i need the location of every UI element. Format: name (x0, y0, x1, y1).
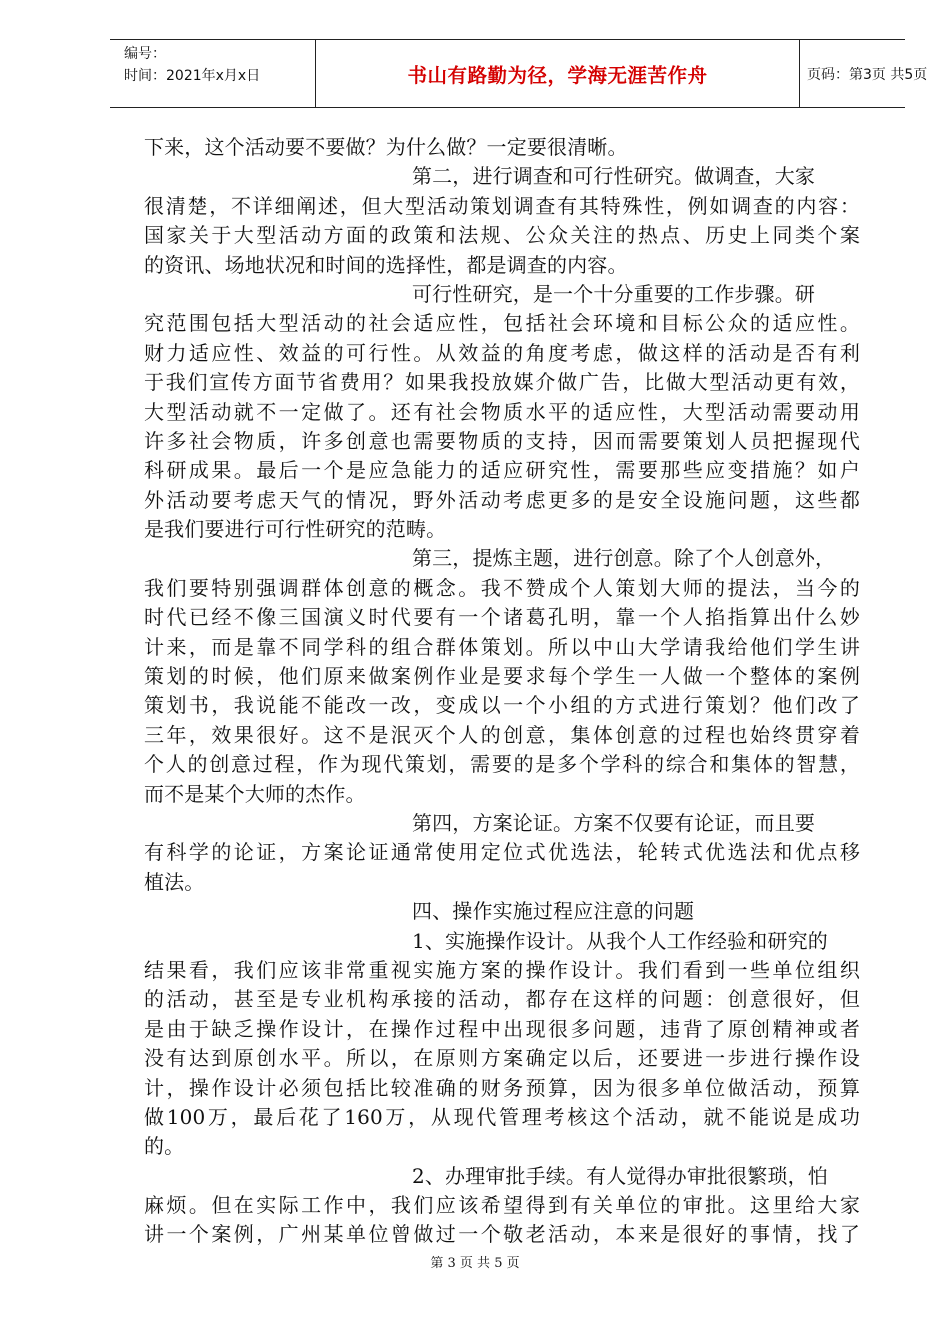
document-body (144, 133, 860, 1250)
header-meta (110, 40, 315, 107)
text-line: 计来，而是靠不同学科的组合群体策划。所以中山大学请我给他们学生讲 (144, 634, 860, 659)
text-line: 结果看，我们应该非常重视实施方案的操作设计。我们看到一些单位组织 (144, 957, 860, 982)
text-line: 下来，这个活动要不要做？为什么做？一定要很清晰。 (144, 135, 628, 159)
text-line: 麻烦。但在实际工作中，我们应该希望得到有关单位的审批。这里给大家 (144, 1193, 860, 1218)
text-line: 国家关于大型活动方面的政策和法规、公众关注的热点、历史上同类个案 (144, 223, 860, 248)
text-line: 三年，效果很好。这不是泯灭个人的创意，集体创意的过程也始终贯穿着 (144, 722, 860, 747)
text-line: 科研成果。最后一个是应急能力的适应研究性，需要那些应变措施？如户 (144, 458, 860, 483)
text-line: 做100万，最后花了160万，从现代管理考核这个活动，就不能说是成功 (144, 1104, 860, 1129)
document-time-label: 时间：2021年x月x日 (124, 68, 261, 84)
text-line: 植法。 (144, 869, 205, 894)
text-line: 策划书，我说能不能改一改，变成以一个小组的方式进行策划？他们改了 (144, 693, 860, 718)
text-line: 讲一个案例，广州某单位曾做过一个敬老活动，本来是很好的事情，找了 (144, 1222, 860, 1247)
text-line: 策划的时候，他们原来做案例作业是要求每个学生一人做一个整体的案例 (144, 664, 860, 689)
header-page-cell (800, 40, 928, 107)
paragraph-first-line: 1、实施操作设计。从我个人工作经验和研究的 (412, 928, 828, 953)
text-line: 很清楚，不详细阐述，但大型活动策划调查有其特殊性，例如调查的内容： (144, 193, 860, 218)
text-line: 个人的创意过程，作为现代策划，需要的是多个学科的综合和集体的智慧， (144, 752, 860, 777)
paragraph-first-line: 四、操作实施过程应注意的问题 (412, 899, 695, 924)
header-page-info: 页码：第3页 共5页 (807, 66, 928, 83)
paragraph-first-line: 第三，提炼主题，进行创意。除了个人创意外， (412, 546, 836, 571)
text-line: 而不是某个大师的杰作。 (144, 781, 366, 806)
header-motto-cell (315, 40, 800, 107)
paragraph-first-line: 第四，方案论证。方案不仅要有论证，而且要 (412, 810, 815, 835)
text-line: 的活动，甚至是专业机构承接的活动，都存在这样的问题：创意很好，但 (144, 987, 860, 1012)
page-footer (0, 1252, 950, 1271)
document-number-label: 编号： (124, 46, 166, 62)
paragraph-first-line: 可行性研究，是一个十分重要的工作步骤。研 (412, 281, 815, 306)
footer-page-number: 第 3 页 共 5 页 (430, 1256, 520, 1271)
text-line: 时代已经不像三国演义时代要有一个诸葛孔明，靠一个人掐指算出什么妙 (144, 605, 860, 630)
text-line: 的。 (144, 1134, 185, 1159)
text-line: 的资讯、场地状况和时间的选择性，都是调查的内容。 (144, 252, 628, 277)
header-motto: 书山有路勤为径，学海无涯苦作舟 (407, 63, 708, 87)
text-line: 于我们宣传方面节省费用？如果我投放媒介做广告，比做大型活动更有效， (144, 370, 860, 395)
text-line: 外活动要考虑天气的情况，野外活动考虑更多的是安全设施问题，这些都 (144, 487, 860, 512)
text-line: 没有达到原创水平。所以，在原则方案确定以后，还要进一步进行操作设 (144, 1046, 860, 1071)
text-line: 大型活动就不一定做了。还有社会物质水平的适应性，大型活动需要动用 (144, 399, 860, 424)
text-line: 是由于缺乏操作设计，在操作过程中出现很多问题，违背了原创精神或者 (144, 1016, 860, 1041)
text-line: 有科学的论证，方案论证通常使用定位式优选法，轮转式优选法和优点移 (144, 840, 860, 865)
text-line: 财力适应性、效益的可行性。从效益的角度考虑，做这样的活动是否有利 (144, 340, 860, 365)
paragraph-first-line: 第二，进行调查和可行性研究。做调查，大家 (412, 164, 815, 189)
text-line: 是我们要进行可行性研究的范畴。 (144, 517, 447, 542)
page-header (110, 39, 928, 108)
paragraph-first-line: 2、办理审批手续。有人觉得办审批很繁琐，怕 (412, 1163, 828, 1188)
text-line: 究范围包括大型活动的社会适应性，包括社会环境和目标公众的适应性。 (144, 311, 860, 336)
text-line: 我们要特别强调群体创意的概念。我不赞成个人策划大师的提法，当今的 (144, 575, 860, 600)
text-line: 计，操作设计必须包括比较准确的财务预算，因为很多单位做活动，预算 (144, 1075, 860, 1100)
text-line: 许多社会物质，许多创意也需要物质的支持，因而需要策划人员把握现代 (144, 428, 860, 453)
